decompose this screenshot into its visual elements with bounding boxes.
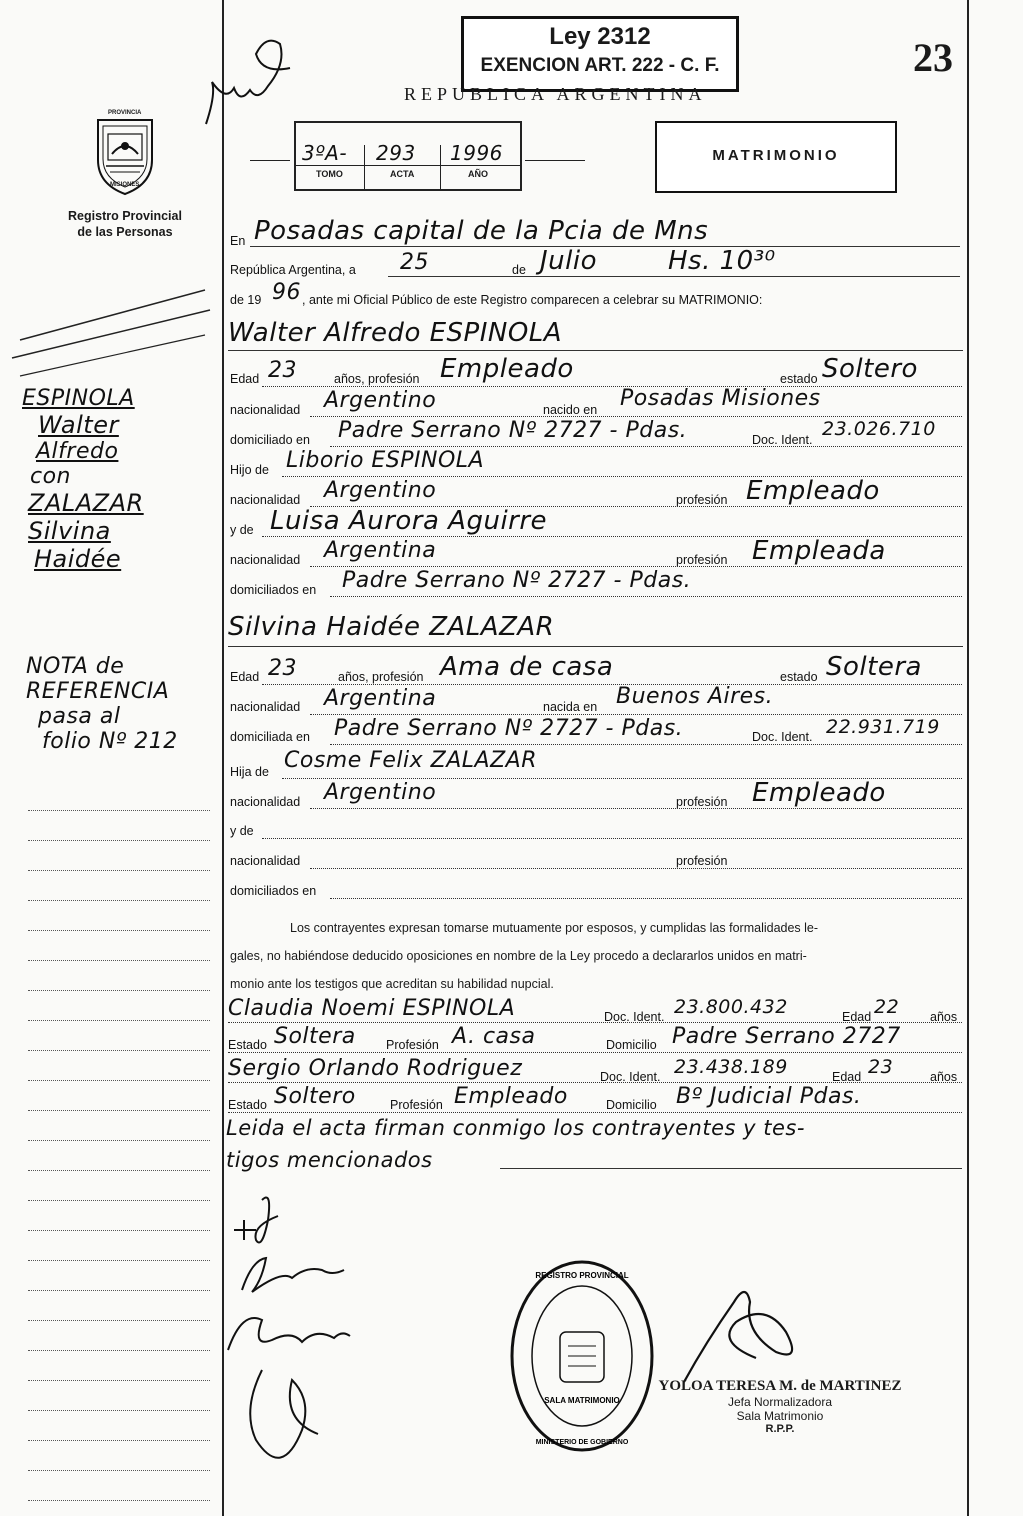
year-suffix: 96	[272, 280, 301, 305]
bride-row1-line	[262, 684, 962, 685]
svg-text:SALA MATRIMONIO: SALA MATRIMONIO	[544, 1396, 620, 1405]
groom-hijo-label: Hijo de	[230, 463, 269, 477]
en-value: Posadas capital de la Pcia de Mns	[254, 216, 709, 246]
declaration-line3: monio ante los testigos que acreditan su habilidad nupcial.	[230, 977, 554, 991]
margin-nota-2: pasa al	[38, 704, 121, 729]
witness1-profesion: A. casa	[452, 1024, 536, 1049]
witness2-row1-line	[228, 1082, 962, 1083]
acta-anio-value: 1996	[450, 141, 503, 165]
hora-value: Hs. 10³⁰	[668, 246, 776, 276]
right-border-line	[967, 0, 969, 1516]
tomo-label: TOMO	[316, 169, 343, 179]
acta-label: ACTA	[390, 169, 415, 179]
groom-estado: Soltero	[822, 354, 918, 384]
emblem-top-text: PROVINCIA	[108, 110, 142, 116]
groom-madre-prof: Empleada	[752, 536, 886, 566]
groom-padres-dom-label: domiciliados en	[230, 583, 317, 597]
groom-padre-nac-label: nacionalidad	[230, 493, 301, 507]
groom-madre-nac-label: nacionalidad	[230, 553, 301, 567]
witness1-doc-label: Doc. Ident.	[604, 1010, 665, 1024]
svg-text:REGISTRO PROVINCIAL: REGISTRO PROVINCIAL	[535, 1271, 629, 1280]
witness1-doc: 23.800.432	[674, 996, 788, 1018]
mes-value: Julio	[540, 246, 598, 276]
bride-nacida-label: nacida en	[543, 700, 598, 714]
acta-box	[294, 121, 522, 191]
bride-anos-label: años, profesión	[338, 670, 424, 684]
dia-value: 25	[400, 250, 429, 275]
margin-nota-3: folio Nº 212	[42, 729, 178, 754]
official-seal-icon	[508, 1258, 656, 1454]
bride-padres-dom-label: domiciliados en	[230, 884, 317, 898]
bride-nacida: Buenos Aires.	[616, 684, 774, 709]
bride-nacionalidad: Argentina	[324, 686, 437, 711]
bride-estado: Soltera	[826, 652, 922, 682]
witness2-estado-label: Estado	[228, 1098, 267, 1112]
margin-name-5: Silvina	[28, 517, 111, 545]
groom-padre-prof: Empleado	[746, 476, 880, 506]
groom-madre: Luisa Aurora Aguirre	[270, 506, 548, 536]
bride-profesion: Ama de casa	[440, 652, 614, 682]
witness1-estado: Soltera	[274, 1024, 356, 1049]
groom-yde-label: y de	[230, 523, 254, 537]
witness2-prof-label: Profesión	[390, 1098, 443, 1112]
bride-edad-label: Edad	[230, 670, 260, 684]
signatory-block	[640, 1378, 920, 1435]
acta-numero-value: 293	[376, 141, 416, 165]
witness2-anos-label: años	[930, 1070, 958, 1084]
registry-title-line2: de las Personas	[77, 225, 173, 239]
fecha-line	[388, 276, 960, 277]
witness2-name: Sergio Orlando Rodriguez	[228, 1056, 523, 1081]
signatory-title1: Jefa Normalizadora	[727, 1395, 833, 1409]
declaration-line1: Los contrayentes expresan tomarse mutuamente por esposos, y cumplidas las formalidades le-	[290, 921, 819, 935]
groom-row7-line	[310, 566, 962, 567]
groom-doc: 23.026.710	[822, 418, 936, 440]
folio-number: 23	[913, 35, 953, 80]
bride-row6-line	[262, 838, 962, 839]
groom-nacido: Posadas Misiones	[620, 386, 821, 411]
groom-name-line	[228, 350, 963, 351]
groom-row8-line	[330, 596, 962, 597]
margin-name-2: Alfredo	[36, 439, 119, 464]
groom-nac-label: nacionalidad	[230, 403, 301, 417]
acta-tomo-value: 3ºA-	[302, 141, 348, 165]
witness1-prof-label: Profesión	[386, 1038, 439, 1052]
margin-nota-0: NOTA de	[26, 654, 125, 679]
official-signature	[676, 1262, 806, 1392]
emblem-bottom-text: MISIONES	[110, 182, 140, 188]
witness1-name: Claudia Noemi ESPINOLA	[228, 996, 516, 1021]
bride-madre-prof-label: profesión	[676, 854, 728, 868]
groom-estado-label: estado	[780, 372, 818, 386]
groom-domicilio: Padre Serrano Nº 2727 - Pdas.	[338, 418, 688, 443]
witness2-profesion: Empleado	[454, 1084, 568, 1109]
margin-name-4: ZALAZAR	[28, 489, 144, 517]
registry-title	[40, 208, 210, 240]
bride-padre-prof: Empleado	[752, 778, 886, 808]
witness2-dom-label: Domicilio	[606, 1098, 657, 1112]
margin-name-6: Haidée	[34, 545, 122, 573]
groom-padre-prof-label: profesión	[676, 493, 728, 507]
bride-padre: Cosme Felix ZALAZAR	[284, 748, 538, 773]
republica-heading: REPUBLICA ARGENTINA	[404, 84, 707, 104]
en-line	[250, 246, 960, 247]
groom-edad-label: Edad	[230, 372, 260, 386]
bride-padre-nac: Argentino	[324, 780, 437, 805]
groom-padre-nac: Argentino	[324, 478, 437, 503]
bride-row3-line	[330, 744, 962, 745]
closing-note-line1: Leida el acta firman conmigo los contrayentes y tes-	[226, 1116, 805, 1140]
bride-doc: 22.931.719	[826, 716, 940, 738]
witness1-row1-line	[228, 1022, 962, 1023]
margin-names	[22, 386, 212, 573]
witness1-edad-label: Edad	[842, 1010, 872, 1024]
bride-domicilio: Padre Serrano Nº 2727 - Pdas.	[334, 716, 684, 741]
bride-nac-label: nacionalidad	[230, 700, 301, 714]
margin-nota	[26, 654, 216, 754]
groom-madre-nac: Argentina	[324, 538, 437, 563]
margin-name-0: ESPINOLA	[22, 386, 135, 411]
bride-row7-line	[310, 868, 962, 869]
bride-estado-label: estado	[780, 670, 818, 684]
ley-text: Ley 2312	[549, 23, 651, 50]
closing-line	[500, 1168, 962, 1169]
bride-hija-label: Hija de	[230, 765, 269, 779]
witness2-estado: Soltero	[274, 1084, 356, 1109]
witness2-edad: 23	[868, 1056, 894, 1078]
declaration	[230, 914, 962, 998]
signatory-name: YOLOA TERESA M. de MARTINEZ	[658, 1378, 902, 1394]
republica-label: República Argentina, a	[230, 263, 356, 277]
anio-label: AÑO	[468, 169, 488, 179]
groom-row1-line	[262, 386, 962, 387]
margin-name-1: Walter	[38, 411, 119, 439]
en-label: En	[230, 234, 246, 248]
witness1-dom-label: Domicilio	[606, 1038, 657, 1052]
groom-anos-label: años, profesión	[334, 372, 420, 386]
de-label: de	[512, 263, 526, 277]
groom-padres-dom: Padre Serrano Nº 2727 - Pdas.	[342, 568, 692, 593]
witness2-domicilio: Bº Judicial Pdas.	[676, 1084, 862, 1109]
witness1-anos-label: años	[930, 1010, 958, 1024]
groom-row2-line	[310, 416, 962, 417]
groom-padre: Liborio ESPINOLA	[286, 448, 485, 473]
groom-nacionalidad: Argentino	[324, 388, 437, 413]
bride-dom-label: domiciliada en	[230, 730, 310, 744]
groom-edad: 23	[268, 358, 297, 383]
bride-row8-line	[330, 898, 962, 899]
bride-madre-nac-label: nacionalidad	[230, 854, 301, 868]
bride-doc-label: Doc. Ident.	[752, 730, 813, 744]
witness2-edad-label: Edad	[832, 1070, 862, 1084]
ley-stamp	[461, 16, 739, 92]
witness2-doc: 23.438.189	[674, 1056, 788, 1078]
groom-row3-line	[330, 446, 962, 447]
margin-diagonal-strokes	[0, 280, 222, 390]
exencion-text: EXENCION ART. 222 - C. F.	[480, 55, 720, 76]
bride-row2-line	[310, 714, 962, 715]
groom-profesion: Empleado	[440, 354, 574, 384]
bride-row5-line	[310, 808, 962, 809]
witness1-edad: 22	[874, 996, 900, 1018]
groom-madre-prof-label: profesión	[676, 553, 728, 567]
witness1-row2-line	[228, 1052, 962, 1053]
year-prefix: de 19	[230, 293, 262, 307]
signatory-title2: Sala Matrimonio	[736, 1409, 824, 1423]
signatory-title3: R.P.P.	[765, 1423, 795, 1435]
matrimonio-box	[655, 121, 897, 193]
witness2-doc-label: Doc. Ident.	[600, 1070, 661, 1084]
bride-padre-nac-label: nacionalidad	[230, 795, 301, 809]
svg-text:MINISTERIO DE GOBIERNO: MINISTERIO DE GOBIERNO	[535, 1439, 629, 1446]
signatures-contrayentes	[222, 1180, 362, 1510]
bride-edad: 23	[268, 656, 297, 681]
acta-dash-left	[250, 160, 290, 161]
witness2-row2-line	[228, 1112, 962, 1113]
closing-note-line2: tigos mencionados	[226, 1148, 433, 1172]
acta-dash-right	[525, 160, 585, 161]
registry-title-line1: Registro Provincial	[68, 209, 182, 223]
margin-name-3: con	[30, 464, 71, 489]
bride-name-line	[228, 646, 963, 647]
margin-nota-1: REFERENCIA	[26, 679, 170, 704]
witness1-domicilio: Padre Serrano 2727	[672, 1024, 901, 1049]
groom-name: Walter Alfredo ESPINOLA	[228, 318, 563, 348]
bride-yde-label: y de	[230, 824, 254, 838]
groom-doc-label: Doc. Ident.	[752, 433, 813, 447]
declaration-line2: gales, no habiéndose deducido oposiciones en nombre de la Ley procedo a declararlos unidos en matri-	[230, 949, 807, 963]
bride-name: Silvina Haidée ZALAZAR	[228, 612, 555, 642]
initials-scribble	[196, 24, 306, 134]
bride-padre-prof-label: profesión	[676, 795, 728, 809]
intro-sentence: , ante mi Oficial Público de este Registro comparecen a celebrar su MATRIMONIO:	[302, 293, 763, 307]
groom-nacido-label: nacido en	[543, 403, 598, 417]
witness1-estado-label: Estado	[228, 1038, 267, 1052]
matrimonio-title: MATRIMONIO	[712, 147, 840, 164]
groom-dom-label: domiciliado en	[230, 433, 310, 447]
